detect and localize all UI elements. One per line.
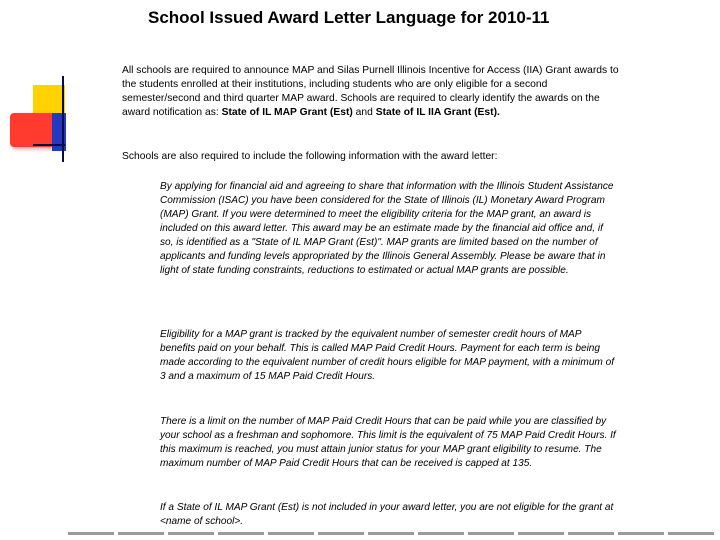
intro-bold-map: State of IL MAP Grant (Est) xyxy=(221,107,353,118)
decor-vertical-line xyxy=(62,76,64,162)
decor-horizontal-line xyxy=(33,144,65,146)
intro-text: All schools are required to announce MAP and Silas Purnell Illinois Incentive for Access (IIA) Grant awards to the students enrolled at their institutions, including students who are only eligible for a second semester/second and third quarter MAP award. Schools are required to clearly identify the awards on the award notification as: xyxy=(122,65,619,118)
quote-credit-hour-limit: There is a limit on the number of MAP Paid Credit Hours that can be paid while you are classified by your school as a freshman and sophomore. This limit is the equivalent of 75 MAP Paid Credit Hours. If this maximum is reached, you must attain junior status for your MAP grant eligibility to resume. The maximum number of MAP Paid Credit Hours that can be received is capped at 135. xyxy=(160,416,616,469)
quote-not-eligible: If a State of IL MAP Grant (Est) is not included in your award letter, you are not eligible for the grant at <name of school>. xyxy=(160,502,614,527)
decor-red-block xyxy=(10,113,54,147)
intro-paragraph xyxy=(122,64,622,120)
page-title: School Issued Award Letter Language for 2010-11 xyxy=(148,8,550,27)
quote-isac-consideration: By applying for financial aid and agreeing to share that information with the Illinois Student Assistance Commission (ISAC) you have been considered for the State of Illinois (IL) Monetary Award Program (MAP) Grant. If you were determined to meet the eligibility criteria for the MAP grant, an award is included on this award letter. This award may be an estimate made by the financial aid office and, if so, is identified as a "State of IL MAP Grant (Est)". MAP grants are limited based on the number of applicants and funding levels appropriated by the Illinois General Assembly. Please be aware that in light of state funding constraints, reductions to estimated or actual MAP grants are possible. xyxy=(160,181,614,276)
intro-text-and: and xyxy=(352,107,376,118)
intro-bold-iia: State of IL IIA Grant (Est). xyxy=(375,107,500,118)
requirement-paragraph: Schools are also required to include the following information with the award letter: xyxy=(122,151,498,162)
footer-divider xyxy=(68,532,718,535)
quote-eligibility-tracking: Eligibility for a MAP grant is tracked by the equivalent number of semester credit hours of MAP benefits paid on your behalf. This is called MAP Paid Credit Hours. Payment for each term is being made according to the equivalent number of credit hours eligible for MAP payment, with a minimum of 3 and a maximum of 15 MAP Paid Credit Hours. xyxy=(160,329,615,382)
